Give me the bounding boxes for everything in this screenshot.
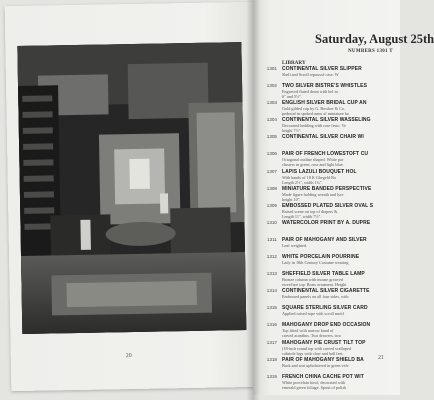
lot-number: 1305 [266, 134, 277, 140]
lot-entry [259, 374, 409, 391]
lot-title: CONTINENTAL SILVER CHAIR WI [282, 134, 364, 141]
lot-entry [259, 134, 409, 151]
lot-number: 1308 [266, 185, 277, 191]
lot-title: EMBOSSED PLATED SILVER OVAL S [282, 202, 374, 209]
lot-entry [259, 254, 409, 271]
lot-description-line: Shell and Scroll repoussé case. W [282, 72, 339, 77]
lot-description-line: 6" and 5½". [282, 94, 302, 100]
lot-number: 1303 [266, 100, 277, 106]
lot-description-line: Decorated bedding with rose festo. Ve [282, 123, 346, 129]
lot-title: PAIR OF FRENCH LOWESTOFT CU [282, 151, 369, 158]
lot-number: 1306 [266, 151, 277, 157]
lot-description-line: pedestal in spoked arms of miniature bo [282, 111, 349, 117]
lot-title: TWO SILVER BISTRE'S WHISTLES [282, 83, 368, 90]
lot-number: 1311 [267, 236, 277, 242]
right-page-number: 21 [378, 355, 384, 361]
lot-description-line: height 7½". [282, 128, 302, 134]
lot-range-subheading: NUMBERS 1301 T [348, 49, 393, 54]
lot-description [282, 192, 344, 202]
lot-entry [259, 100, 409, 117]
lot-description-line: White porcelain bowl, decorated with [282, 379, 346, 385]
lot-description-line: Applied raised rope with scroll motif [282, 311, 344, 317]
lot-title: PAIR OF MAHOGANY AND SILVER [282, 236, 367, 243]
left-page [5, 2, 262, 391]
lot-description [282, 157, 344, 167]
lot-entry [259, 357, 409, 374]
lot-description-line: Octagonal outline shaped. White por [282, 157, 344, 163]
lot-description-line: Raised scene on top of diapers & [282, 208, 338, 214]
lot-description [282, 311, 344, 316]
lot-description [282, 175, 336, 185]
lot-description-line: Lady in 18th Century Costume wearing [282, 260, 349, 266]
library-photograph [17, 42, 246, 334]
lot-description-line: Top fitted with narrow band of [282, 328, 334, 334]
lot-entry [259, 322, 409, 339]
lot-title: MINIATURE BANDED PERSPECTIVE [282, 185, 372, 192]
lot-number: 1304 [266, 117, 277, 123]
lot-title: CONTINENTAL SILVER CIGARETTE [282, 288, 370, 295]
lot-entry [259, 83, 409, 100]
lot-number: 1309 [266, 202, 277, 208]
lot-title: WHITE PORCELAIN POURRINE [282, 254, 360, 261]
lot-description [282, 363, 349, 368]
lot-title: MAHOGANY DROP END OCCASION [282, 322, 371, 329]
lot-description-line: Leaf weighted. [282, 242, 308, 248]
lot-title: PAIR OF MAHOGANY SHIELD BA [282, 356, 364, 363]
lot-description [282, 72, 339, 77]
lot-description-line: ewer/face top. Brass ornament. Height [282, 282, 347, 288]
lot-entry [259, 66, 409, 83]
lot-number: 1314 [266, 288, 277, 294]
lot-number: 1301 [266, 66, 277, 71]
lot-description-line: Engraved fluted drum with bel in [282, 89, 338, 95]
lot-description-line: carved acanthus. Two drawers, two [282, 333, 341, 339]
lot-description [282, 346, 351, 356]
lot-entry [259, 237, 409, 254]
lot-description-line: (18-inch round top with carved scalloped [282, 345, 351, 351]
lot-title: CONTINENTAL SILVER SLIPPER [282, 66, 362, 72]
lot-entry [259, 117, 409, 134]
lot-entry [259, 169, 409, 186]
lot-description-line: Gold gilded cup by G. Bowker & Co. [282, 106, 345, 112]
lot-description [282, 243, 307, 248]
lot-number: 1310 [266, 219, 277, 225]
lot-entry [259, 340, 409, 357]
sale-date-heading: Saturday, August 25th [315, 32, 434, 46]
lot-title: CONTINENTAL SILVER WASSELING [282, 117, 371, 124]
lot-description-line: clusters in green, rose and light blue. [282, 162, 344, 168]
lot-description-line: Back and seat upholstered in green velv [282, 362, 349, 368]
lot-description-line: cabriole legs with claw and ball feet. [282, 350, 344, 356]
lot-description [282, 294, 348, 299]
lot-number: 1312 [266, 254, 277, 260]
book-gutter [246, 0, 260, 400]
lot-number: 1307 [266, 168, 277, 174]
lot-description [282, 380, 346, 390]
lot-description-line: height 10". [282, 196, 301, 202]
lot-title: WATERCOLOR PRINT BY A. DUPRE [282, 219, 371, 226]
lot-title: MAHOGANY PIE CRUST TILT TOP [282, 339, 366, 346]
lot-number: 1302 [266, 83, 277, 89]
lot-description-line: Bronze column with mouse grooved [282, 277, 343, 283]
lot-number: 1317 [266, 339, 277, 345]
lot-description [282, 277, 346, 287]
lot-list [259, 66, 409, 391]
lot-description-line: Length 2½", width 1¾". [282, 179, 323, 185]
right-page [253, 0, 434, 395]
lot-number: 1313 [266, 271, 277, 277]
lot-title: SQUARE STERLING SILVER CARD [282, 305, 368, 312]
lot-entry [259, 271, 409, 288]
lot-entry [259, 203, 409, 220]
lot-description [282, 89, 338, 99]
lot-number: 1315 [266, 305, 277, 311]
lot-description [282, 260, 348, 265]
lot-number: 1316 [266, 322, 277, 328]
lot-description [282, 328, 341, 338]
library-photo-image [17, 42, 246, 334]
lot-title: ENGLISH SILVER BRIDAL CUP AN [282, 100, 367, 107]
section-title: LIBRARY [282, 60, 306, 66]
lot-description [282, 209, 337, 219]
lot-entry [259, 220, 409, 237]
lot-description [282, 106, 349, 116]
lot-description-line: Made figure holding wreath and lyre [282, 191, 344, 197]
lot-number: 1318 [266, 356, 277, 362]
lot-title: SHEFFIELD SILVER TABLE LAMP [282, 271, 365, 278]
lot-entry [259, 186, 409, 203]
lot-description-line: Length 11", width 7½". [282, 213, 322, 219]
lot-description-line: emerald green foliage. Spout of polish [282, 384, 347, 390]
lot-title: LAPIS LAZULI BOUQUET HOL [282, 168, 357, 175]
left-page-number: 20 [125, 353, 132, 360]
lot-number: 1319 [266, 373, 277, 379]
lot-entry [259, 151, 409, 168]
lot-description [282, 123, 346, 133]
lot-entry [259, 288, 409, 305]
lot-title: FRENCH CHINA CACHE POT WIT [282, 373, 364, 380]
lot-description-line: With bands of 18 K Ghegeld Ba [282, 174, 336, 180]
lot-entry [259, 305, 409, 322]
lot-description-line: Embossed panels on all four sides, with [282, 294, 349, 300]
